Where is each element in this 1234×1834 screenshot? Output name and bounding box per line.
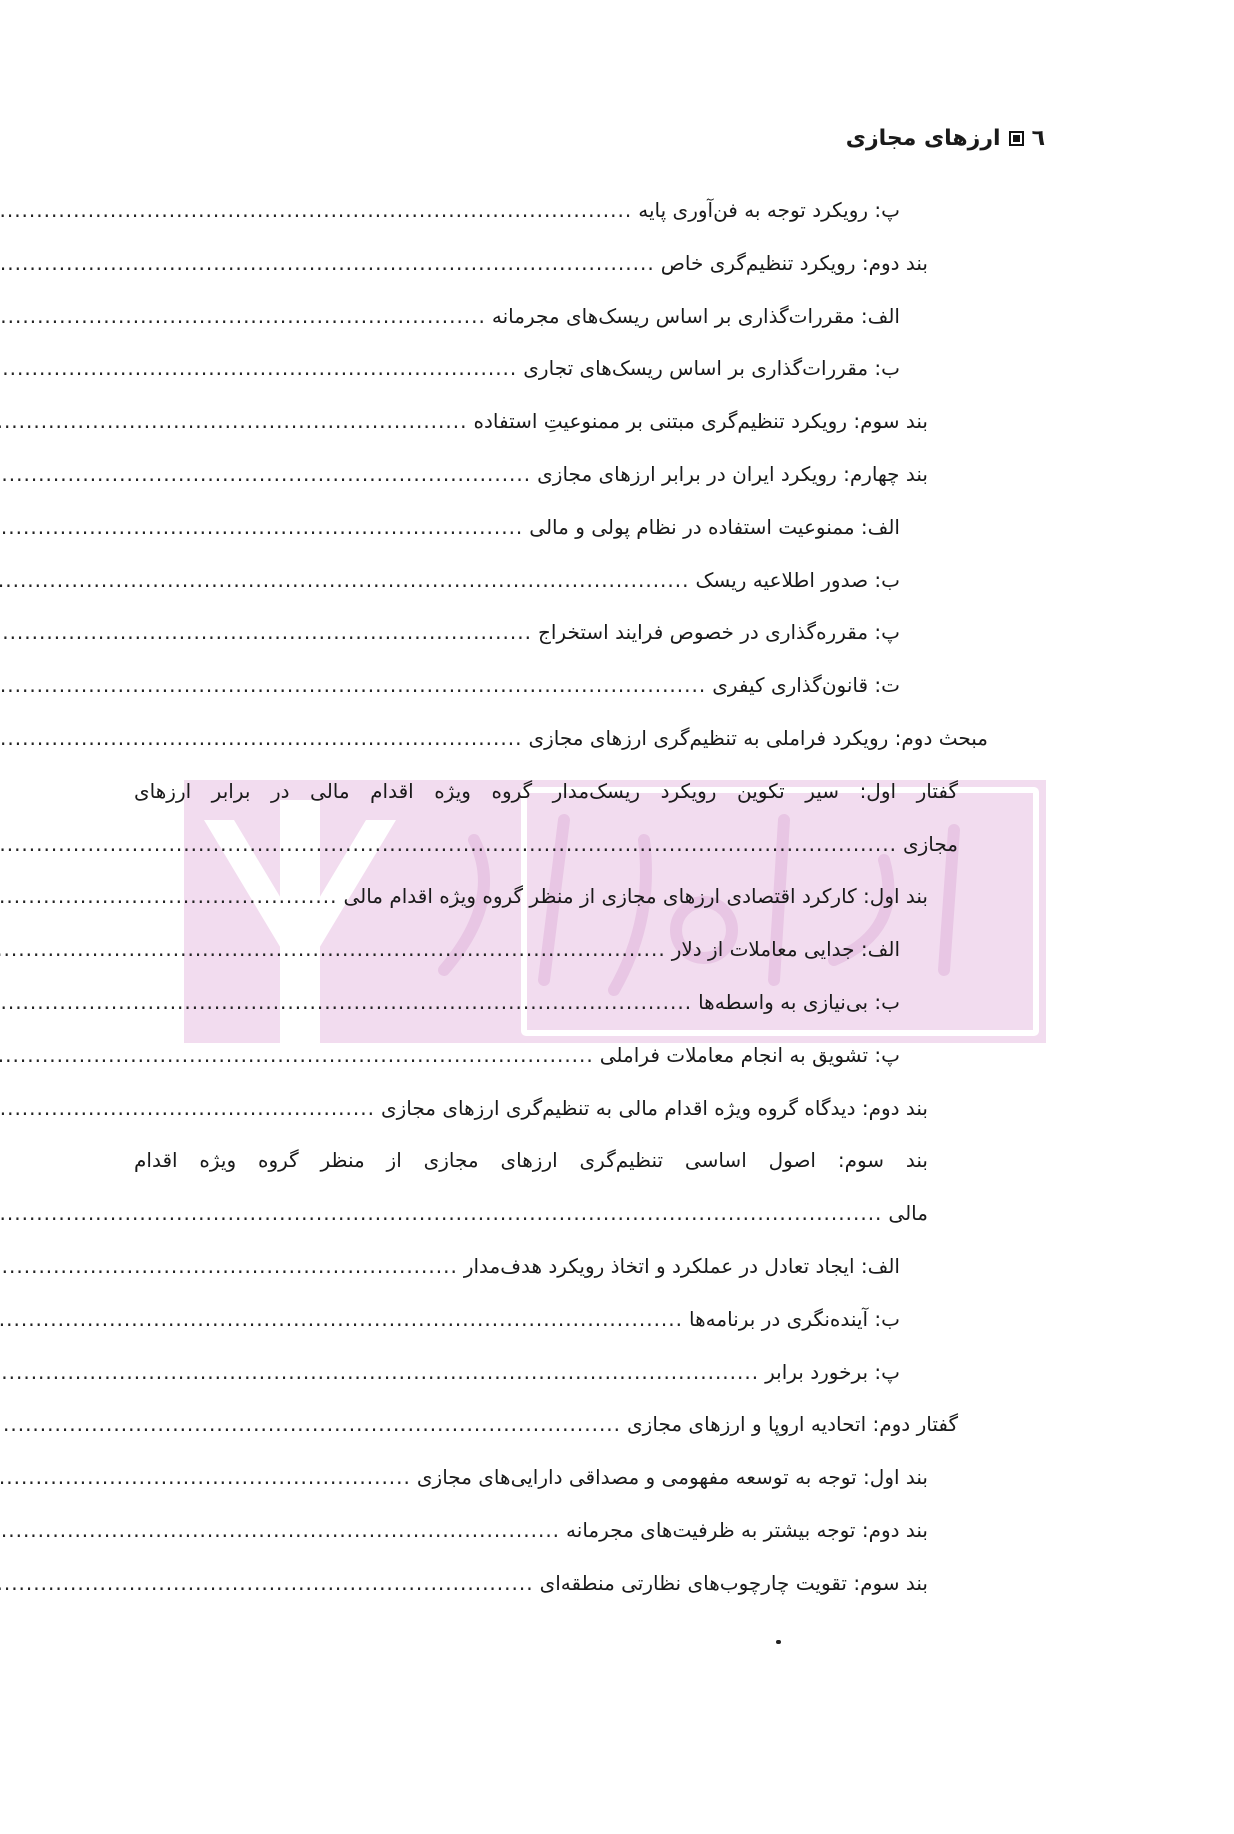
dot-leader [0,1518,560,1542]
toc-entry-title: بند سوم: تقویت چارچوب‌های نظارتی منطقه‌ای [539,1570,928,1595]
toc-entry-title: ب: مقررات‌گذاری بر اساس ریسک‌های تجاری [523,356,900,381]
dot-leader [0,198,632,222]
toc-entry-title: پ: برخورد برابر [765,1359,900,1384]
toc-entry[interactable] [134,1043,900,1073]
toc-entry-title: پ: رویکرد توجه به فن‌آوری پایه [638,198,900,222]
toc-entry[interactable] [134,1307,900,1337]
toc-entry-title: بند دوم: توجه بیشتر به ظرفیت‌های مجرمانه [566,1518,928,1542]
toc-entry[interactable] [134,1571,928,1601]
toc-entry-title: پ: مقرره‌گذاری در خصوص فرایند استخراج [537,620,900,645]
square-bullet-icon [1009,131,1024,146]
page-number: ٦ [1031,126,1045,151]
dot-leader [0,1096,375,1120]
dot-leader [0,251,655,275]
dot-leader [0,1201,882,1225]
toc-entry[interactable] [134,779,958,809]
toc-entry[interactable] [134,356,900,386]
toc-entry[interactable] [134,1360,900,1390]
toc-entry[interactable] [134,1518,928,1548]
toc-entry[interactable] [134,1465,928,1495]
dot-leader [0,990,692,1014]
dot-leader [0,1465,411,1489]
toc-entry-title: بند دوم: دیدگاه گروه ویژه اقدام مالی به تنظیم‌گری ارزهای مجازی [380,1095,928,1120]
toc-entry[interactable] [134,937,900,967]
toc-entry[interactable] [134,462,928,492]
toc-entry-title: بند سوم: اصول اساسی تنظیم‌گری ارزهای مجازی از منظر گروه ویژه اقدام [134,1148,928,1173]
dot-leader [0,462,531,486]
dot-leader [0,409,467,433]
dot-leader [0,884,337,908]
toc-entry[interactable] [134,409,928,439]
toc-entry-title: مالی [888,1201,928,1226]
running-title: ارزهای مجازی [845,126,1001,151]
toc-entry-title: الف: مقررات‌گذاری بر اساس ریسک‌های مجرمانه [491,303,900,328]
dot-leader [0,356,517,380]
toc-entry[interactable] [134,515,900,545]
toc-entry-title: الف: ایجاد تعادل در عملکرد و اتخاذ رویکرد هدف‌مدار [463,1254,900,1278]
toc-entry[interactable] [134,1254,900,1284]
toc-entry[interactable] [134,620,900,650]
toc-entry-title: الف: جدایی معاملات از دلار [671,937,900,962]
toc-entry-title: ب: صدور اطلاعیه ریسک [695,567,900,592]
dot-leader [0,1412,621,1436]
dot-leader [0,304,486,328]
toc-entry-title: بند دوم: رویکرد تنظیم‌گری خاص [660,250,928,275]
toc-entry-title: گفتار دوم: اتحادیه اروپا و ارزهای مجازی [627,1412,958,1437]
dot-leader [0,620,532,644]
toc-entry[interactable] [134,304,900,334]
dot-leader [0,1307,683,1331]
toc-entry-title: ب: آینده‌نگری در برنامه‌ها [689,1306,900,1331]
dot-leader [0,1254,458,1278]
toc-entry[interactable] [134,568,900,598]
dot-leader [0,832,897,856]
toc-entry-title: ت: قانون‌گذاری کیفری [712,673,900,698]
dot-leader [0,1571,534,1595]
page-header [846,126,1045,151]
footer-mark [776,1640,781,1644]
toc-entry-title: پ: تشویق به انجام معاملات فراملی [599,1042,900,1067]
dot-leader [0,673,706,697]
dot-leader [0,1043,594,1067]
toc-entry-title: الف: ممنوعیت استفاده در نظام پولی و مالی [529,514,900,539]
toc-entry[interactable] [134,1096,928,1126]
dot-leader [0,515,523,539]
toc-entry[interactable] [134,198,900,228]
toc-entry-continuation[interactable] [134,832,958,862]
toc-entry-continuation[interactable] [134,1201,928,1231]
toc-entry-title: بند سوم: رویکرد تنظیم‌گری مبتنی بر ممنوعیتِ استفاده [473,409,928,434]
dot-leader [0,726,522,750]
toc-entry[interactable] [134,1148,928,1178]
toc-entry[interactable] [134,726,988,756]
toc-entry-title: مجازی [902,831,958,856]
toc-entry[interactable] [134,884,928,914]
toc-entry[interactable] [134,990,900,1020]
dot-leader [0,937,666,961]
dot-leader [0,568,689,592]
toc-entry-title: ب: بی‌نیازی به واسطه‌ها [698,990,900,1014]
toc-entry-title: گفتار اول: سیر تکوین رویکرد ریسک‌مدار گروه ویژه اقدام مالی در برابر ارزهای [134,778,958,803]
toc-entry-title: مبحث دوم: رویکرد فراملی به تنظیم‌گری ارزهای مجازی [528,726,988,750]
toc-entry-title: بند اول: کارکرد اقتصادی ارزهای مجازی از منظر گروه ویژه اقدام مالی [343,884,928,909]
dot-leader [0,1360,759,1384]
toc-entry[interactable] [134,673,900,703]
toc-entry[interactable] [134,251,928,281]
toc-entry-title: بند اول: توجه به توسعه مفهومی و مصداقی دارایی‌های مجازی [416,1465,928,1490]
toc-entry-title: بند چهارم: رویکرد ایران در برابر ارزهای مجازی [537,462,928,486]
toc-entry[interactable] [134,1412,958,1442]
